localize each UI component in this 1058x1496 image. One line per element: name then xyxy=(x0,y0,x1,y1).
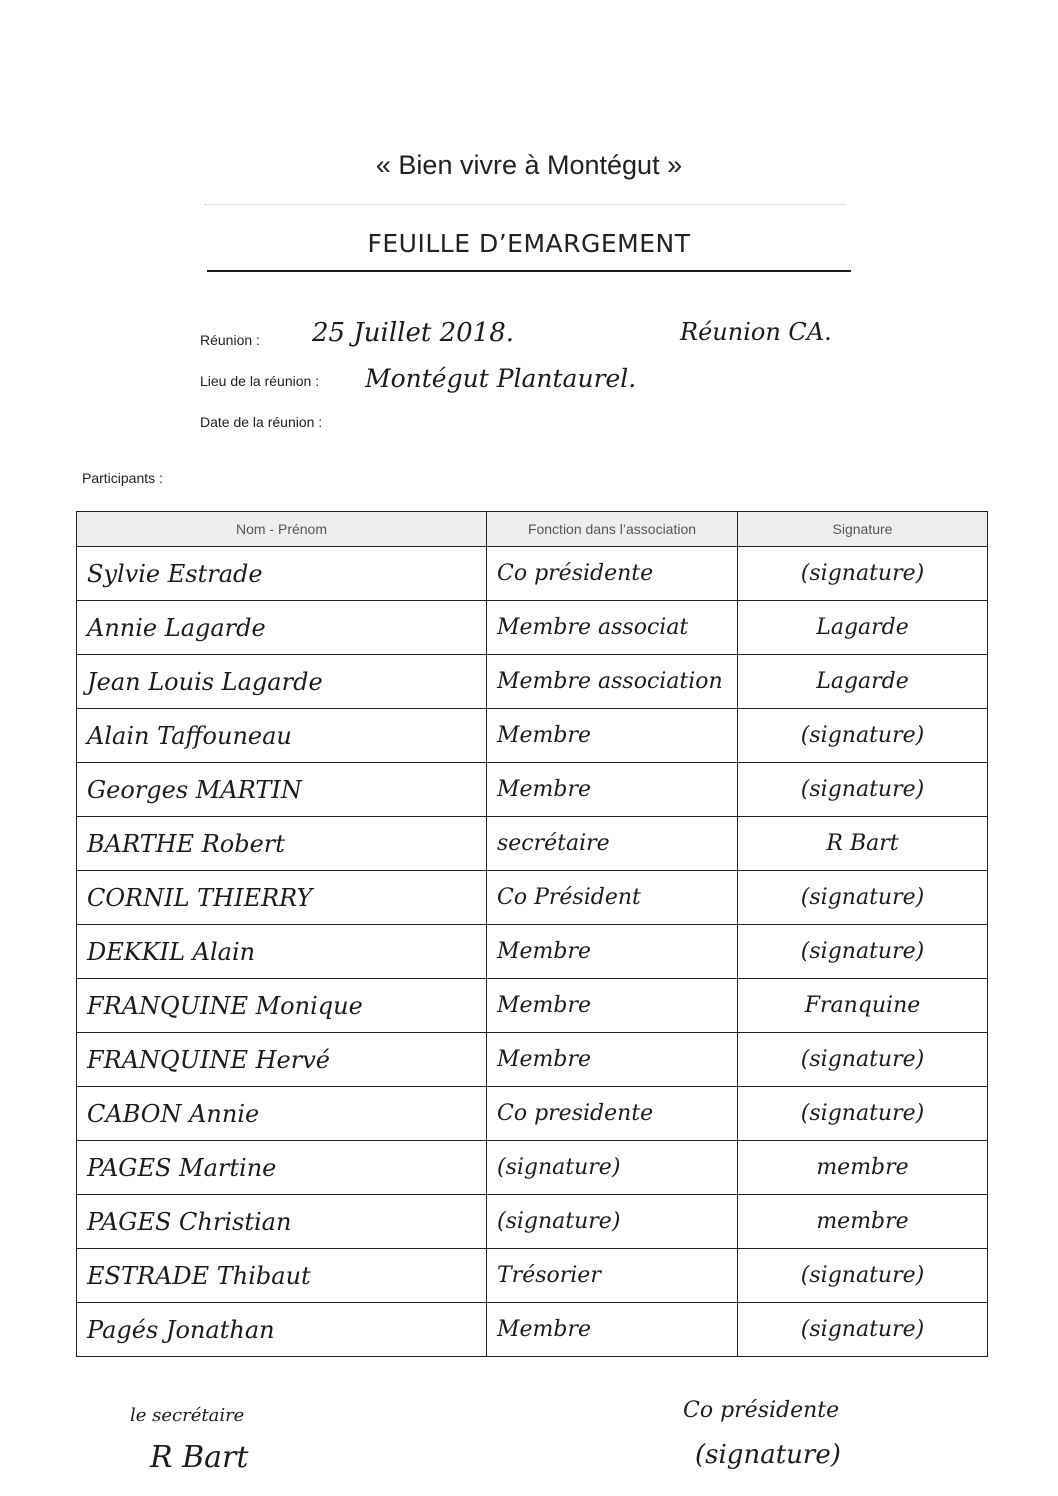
cell-function: Co Président xyxy=(487,871,738,925)
cell-function: Trésorier xyxy=(487,1249,738,1303)
cell-function: Membre xyxy=(487,979,738,1033)
table-row xyxy=(77,1033,988,1087)
column-header-name: Nom - Prénom xyxy=(77,512,487,547)
footer-secretary-signature: R Bart xyxy=(150,1440,249,1475)
table-row xyxy=(77,871,988,925)
reunion-label: Réunion : xyxy=(200,332,260,348)
sheet-subtitle: FEUILLE D’EMARGEMENT xyxy=(367,229,691,258)
cell-name: DEKKIL Alain xyxy=(77,925,487,979)
table-row xyxy=(77,547,988,601)
table-row xyxy=(77,1141,988,1195)
table-row xyxy=(77,1087,988,1141)
subtitle-rule xyxy=(207,270,851,272)
footer-secretary-label: le secrétaire xyxy=(130,1405,245,1426)
reunion-value: 25 Juillet 2018. xyxy=(312,318,514,348)
cell-name: Georges MARTIN xyxy=(77,763,487,817)
cell-signature: (signature) xyxy=(738,1033,988,1087)
column-header-signature: Signature xyxy=(738,512,988,547)
cell-signature: (signature) xyxy=(738,709,988,763)
reunion-note: Réunion CA. xyxy=(680,318,832,346)
cell-function: Co présidente xyxy=(487,547,738,601)
cell-name: CABON Annie xyxy=(77,1087,487,1141)
cell-signature: (signature) xyxy=(738,1249,988,1303)
lieu-value: Montégut Plantaurel. xyxy=(365,364,637,393)
attendance-table xyxy=(76,511,988,1357)
table-row xyxy=(77,1195,988,1249)
cell-name: ESTRADE Thibaut xyxy=(77,1249,487,1303)
cell-function: Membre xyxy=(487,1033,738,1087)
cell-function: Membre associat xyxy=(487,601,738,655)
cell-function: Membre xyxy=(487,763,738,817)
cell-function: Membre xyxy=(487,709,738,763)
cell-name: FRANQUINE Monique xyxy=(77,979,487,1033)
cell-name: PAGES Martine xyxy=(77,1141,487,1195)
column-header-function: Fonction dans l’association xyxy=(487,512,738,547)
cell-signature: (signature) xyxy=(738,1087,988,1141)
cell-name: Annie Lagarde xyxy=(77,601,487,655)
cell-function: Co presidente xyxy=(487,1087,738,1141)
cell-name: CORNIL THIERRY xyxy=(77,871,487,925)
cell-signature: membre xyxy=(738,1195,988,1249)
cell-function: (signature) xyxy=(487,1141,738,1195)
table-row xyxy=(77,817,988,871)
cell-name: Jean Louis Lagarde xyxy=(77,655,487,709)
cell-signature: (signature) xyxy=(738,1303,988,1357)
cell-signature: (signature) xyxy=(738,925,988,979)
footer-president-signature: (signature) xyxy=(695,1440,841,1470)
cell-signature: Lagarde xyxy=(738,655,988,709)
cell-signature: membre xyxy=(738,1141,988,1195)
table-header-row xyxy=(77,512,988,547)
cell-name: BARTHE Robert xyxy=(77,817,487,871)
cell-name: Sylvie Estrade xyxy=(77,547,487,601)
cell-name: FRANQUINE Hervé xyxy=(77,1033,487,1087)
cell-signature: (signature) xyxy=(738,763,988,817)
footer-president-label: Co présidente xyxy=(683,1398,840,1423)
table-row xyxy=(77,601,988,655)
cell-signature: (signature) xyxy=(738,871,988,925)
table-row xyxy=(77,979,988,1033)
table-row xyxy=(77,709,988,763)
cell-signature: Franquine xyxy=(738,979,988,1033)
table-row xyxy=(77,763,988,817)
cell-signature: (signature) xyxy=(738,547,988,601)
date-label: Date de la réunion : xyxy=(200,414,323,430)
cell-name: Pagés Jonathan xyxy=(77,1303,487,1357)
participants-label: Participants : xyxy=(82,470,163,486)
cell-function: (signature) xyxy=(487,1195,738,1249)
cell-name: Alain Taffouneau xyxy=(77,709,487,763)
cell-function: Membre association xyxy=(487,655,738,709)
cell-function: Membre xyxy=(487,1303,738,1357)
faint-divider xyxy=(205,204,845,205)
cell-function: secrétaire xyxy=(487,817,738,871)
table-row xyxy=(77,655,988,709)
cell-signature: R Bart xyxy=(738,817,988,871)
cell-function: Membre xyxy=(487,925,738,979)
cell-signature: Lagarde xyxy=(738,601,988,655)
table-row xyxy=(77,925,988,979)
lieu-label: Lieu de la réunion : xyxy=(200,373,320,389)
table-row xyxy=(77,1303,988,1357)
cell-name: PAGES Christian xyxy=(77,1195,487,1249)
page-title: « Bien vivre à Montégut » xyxy=(375,150,683,180)
table-row xyxy=(77,1249,988,1303)
